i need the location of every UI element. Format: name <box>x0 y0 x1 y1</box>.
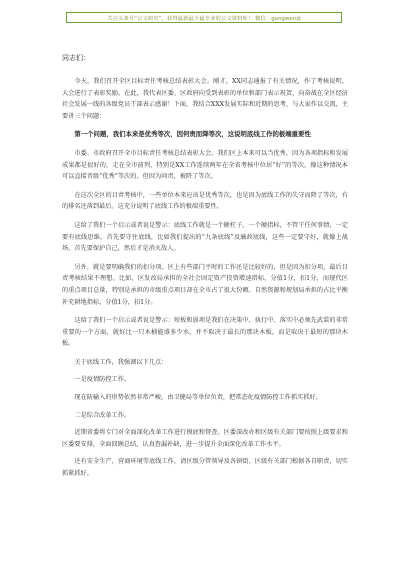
salutation: 同志们： <box>62 54 90 62</box>
promo-banner-text: 关注头条号“公文研究”，获得最新最全最专业的公文资料库！ 微信：gongwenzj <box>107 15 301 22</box>
body-paragraph: 这给了我们一个启示或者说是警示：底线工作就是一个硬杠子、一个硬指标，不管干任何事情，一定要有底线思维，首先要守住底线，比如我们提出的“九条底线”及廉政底线，这些一定要守好，就像上战场，首先要保护自己，然后才是消灭敌人。 <box>62 221 348 253</box>
body-paragraph: 近期省委将专门对全面深化改革工作进行摸底和督查。区委深改办和区级有关部门要按照上级要求和区委要安排，全面回顾总结，认真查漏补缺，进一步提升全面深化改革工作水平。 <box>62 429 348 448</box>
body-paragraph: 现在防输入的形势依然非常严峻。由卫健局等单位负责，把常态化疫情防控工作抓实抓好。 <box>74 394 322 402</box>
body-paragraph: 另外，就是要明确我们的扣分项。区上有些部门平时的工作还是比较好的，但是因为扣分项，最后目责考核结果不理想。比如，区发改局承担的全社会固定资产投资增速指标，分值1分，扣1分，而现代区的重点项目总量，特别是承担的市级重点项目却在全市占了很大份额。自然资源和规划局承担的占比平衡补充耕地指标，分值1分，扣1分。 <box>62 263 348 306</box>
list-item-heading: 一是疫情防控工作。 <box>74 376 131 384</box>
body-paragraph: 这给了我们一个启示或者说是警示：短板和弱项是我们在决策中、执行中、落实中必须先武装的非常重要的一个方面，就好比一只木桶能盛多少水，并不取决于最长的那块木板，而是取决于最短的那块木板。 <box>62 317 348 348</box>
document-body <box>62 54 348 486</box>
list-intro: 关于底线工作，我强调以下几点： <box>74 358 168 366</box>
promo-banner[interactable] <box>66 12 342 23</box>
body-paragraph: 还有安全生产，营商环境等底线工作，请区级分管领导及各镇街、区级有关部门根据各自职责，切实抓紧抓好。 <box>62 458 348 478</box>
body-paragraph: 在这次全区的目责考核中，一些单位本来应该是优秀等次，也是因为底线工作的失守而降了等次，有的排名还落到最后。这充分说明了底线工作的极端重要性。 <box>62 191 348 211</box>
section-heading-1: 第一个问题，我们本来是优秀等次，因何贵而降等次，这说明底线工作的极端重要性 <box>74 130 311 139</box>
intro-paragraph: 今天，我们召开全区目标责任考核总结表彰大会。刚才，XX同志通报了有关情况，作了考核说明，大会进行了表彰奖励。在此，我代表区委、区政府向受到表彰的单位和部门表示祝贺，向奋战在全区经济社会发展一线的各级党员干部表示感谢！下面，我结合XXX发展实际和近期的思考，与大家作以交流，主要讲三个问题： <box>62 78 348 120</box>
body-paragraph: 市委、市政府召开全市目标责任考核总结表彰大会。我们区上本来可以当优秀，因为各项指标和发展成果都是很好的，走在全市前列，特别是XX工作连续两年在全省考核中位居“好”的等次，像这种情况本可以直接晋级“优秀”等次的。但因为问责，被降了等次。 <box>62 149 348 181</box>
list-item-heading: 二是综合改革工作。 <box>74 411 131 419</box>
